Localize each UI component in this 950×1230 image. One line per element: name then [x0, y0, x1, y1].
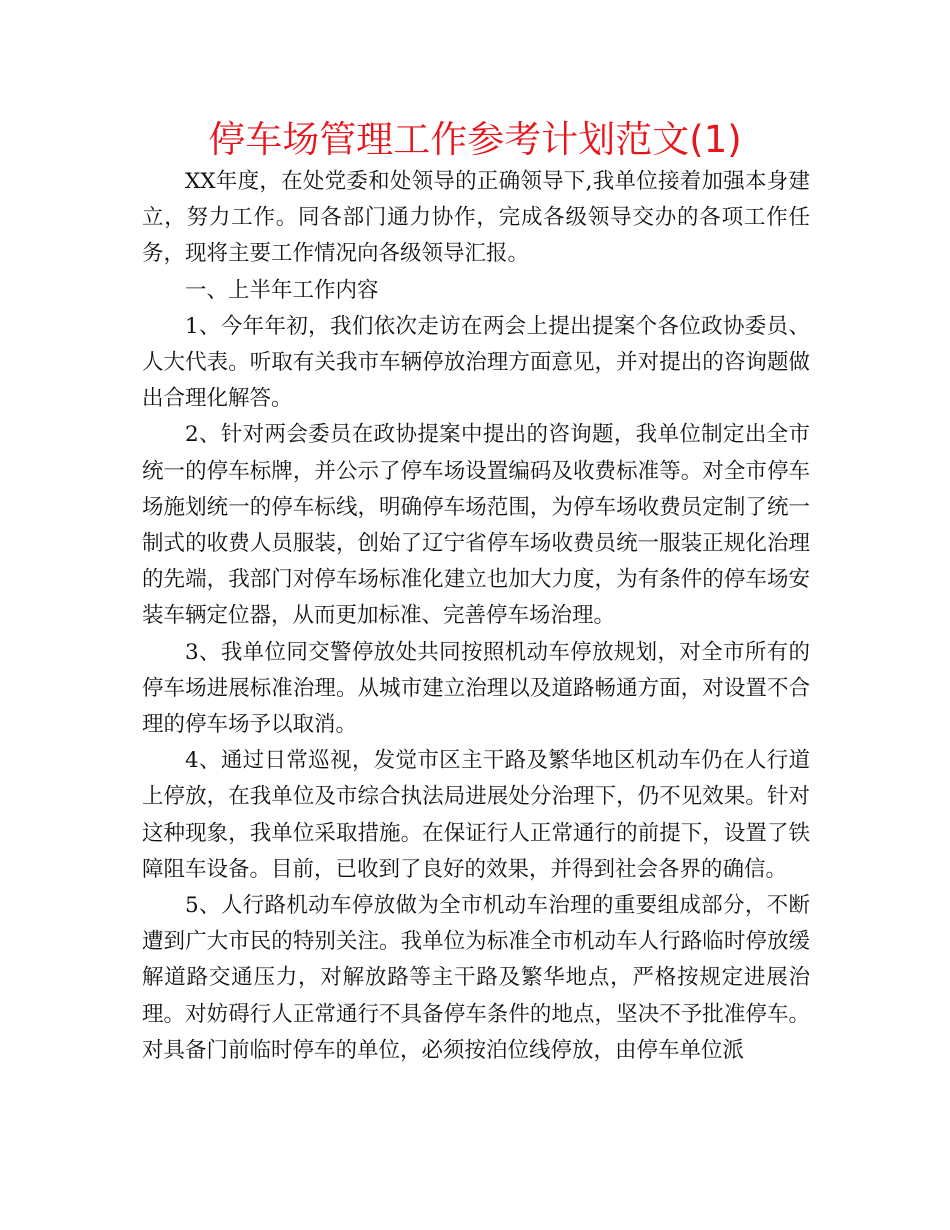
paragraph-item-1: 1、今年年初，我们依次走访在两会上提出提案个各位政协委员、人大代表。听取有关我市车辆停放治理方面意见，并对提出的咨询题做出合理化解答。 [142, 313, 810, 412]
paragraph-intro: XX年度，在处党委和处领导的正确领导下,我单位接着加强本身建立，努力工作。同各部门通力协作，完成各级领导交办的各项工作任务，现将主要工作情况向各级领导汇报。 [142, 169, 810, 267]
paragraph-item-3: 3、我单位同交警停放处共同按照机动车停放规划，对全市所有的停车场进展标准治理。从城市建立治理以及道路畅通方面，对设置不合理的停车场予以取消。 [142, 639, 810, 738]
document-body [142, 164, 810, 1069]
paragraph-item-4: 4、通过日常巡视，发觉市区主干路及繁华地区机动车仍在人行道上停放，在我单位及市综合执法局进展处分治理下，仍不见效果。针对这种现象，我单位采取措施。在保证行人正常通行的前提下，设置了铁障阻车设备。目前，已收到了良好的效果，并得到社会各界的确信。 [142, 748, 810, 882]
paragraph-item-2: 2、针对两会委员在政协提案中提出的咨询题，我单位制定出全市统一的停车标牌，并公示了停车场设置编码及收费标准等。对全市停车场施划统一的停车标线，明确停车场范围，为停车场收费员定制了统一制式的收费人员服装，创始了辽宁省停车场收费员统一服装正规化治理的先端，我部门对停车场标准化建立也加大力度，为有条件的停车场安装车辆定位器，从而更加标准、完善停车场治理。 [142, 422, 810, 629]
paragraph-item-5: 5、人行路机动车停放做为全市机动车治理的重要组成部分，不断遭到广大市民的特别关注。我单位为标准全市机动车人行路临时停放缓解道路交通压力，对解放路等主干路及繁华地点，严格按规定进展治理。对妨碍行人正常通行不具备停车条件的地点，坚决不予批准停车。对具备门前临时停车的单位，必须按泊位线停放，由停车单位派 [142, 893, 810, 1063]
section-heading: 一、上半年工作内容 [185, 277, 379, 303]
document-title: 停车场管理工作参考计划范文(1) [208, 118, 742, 161]
